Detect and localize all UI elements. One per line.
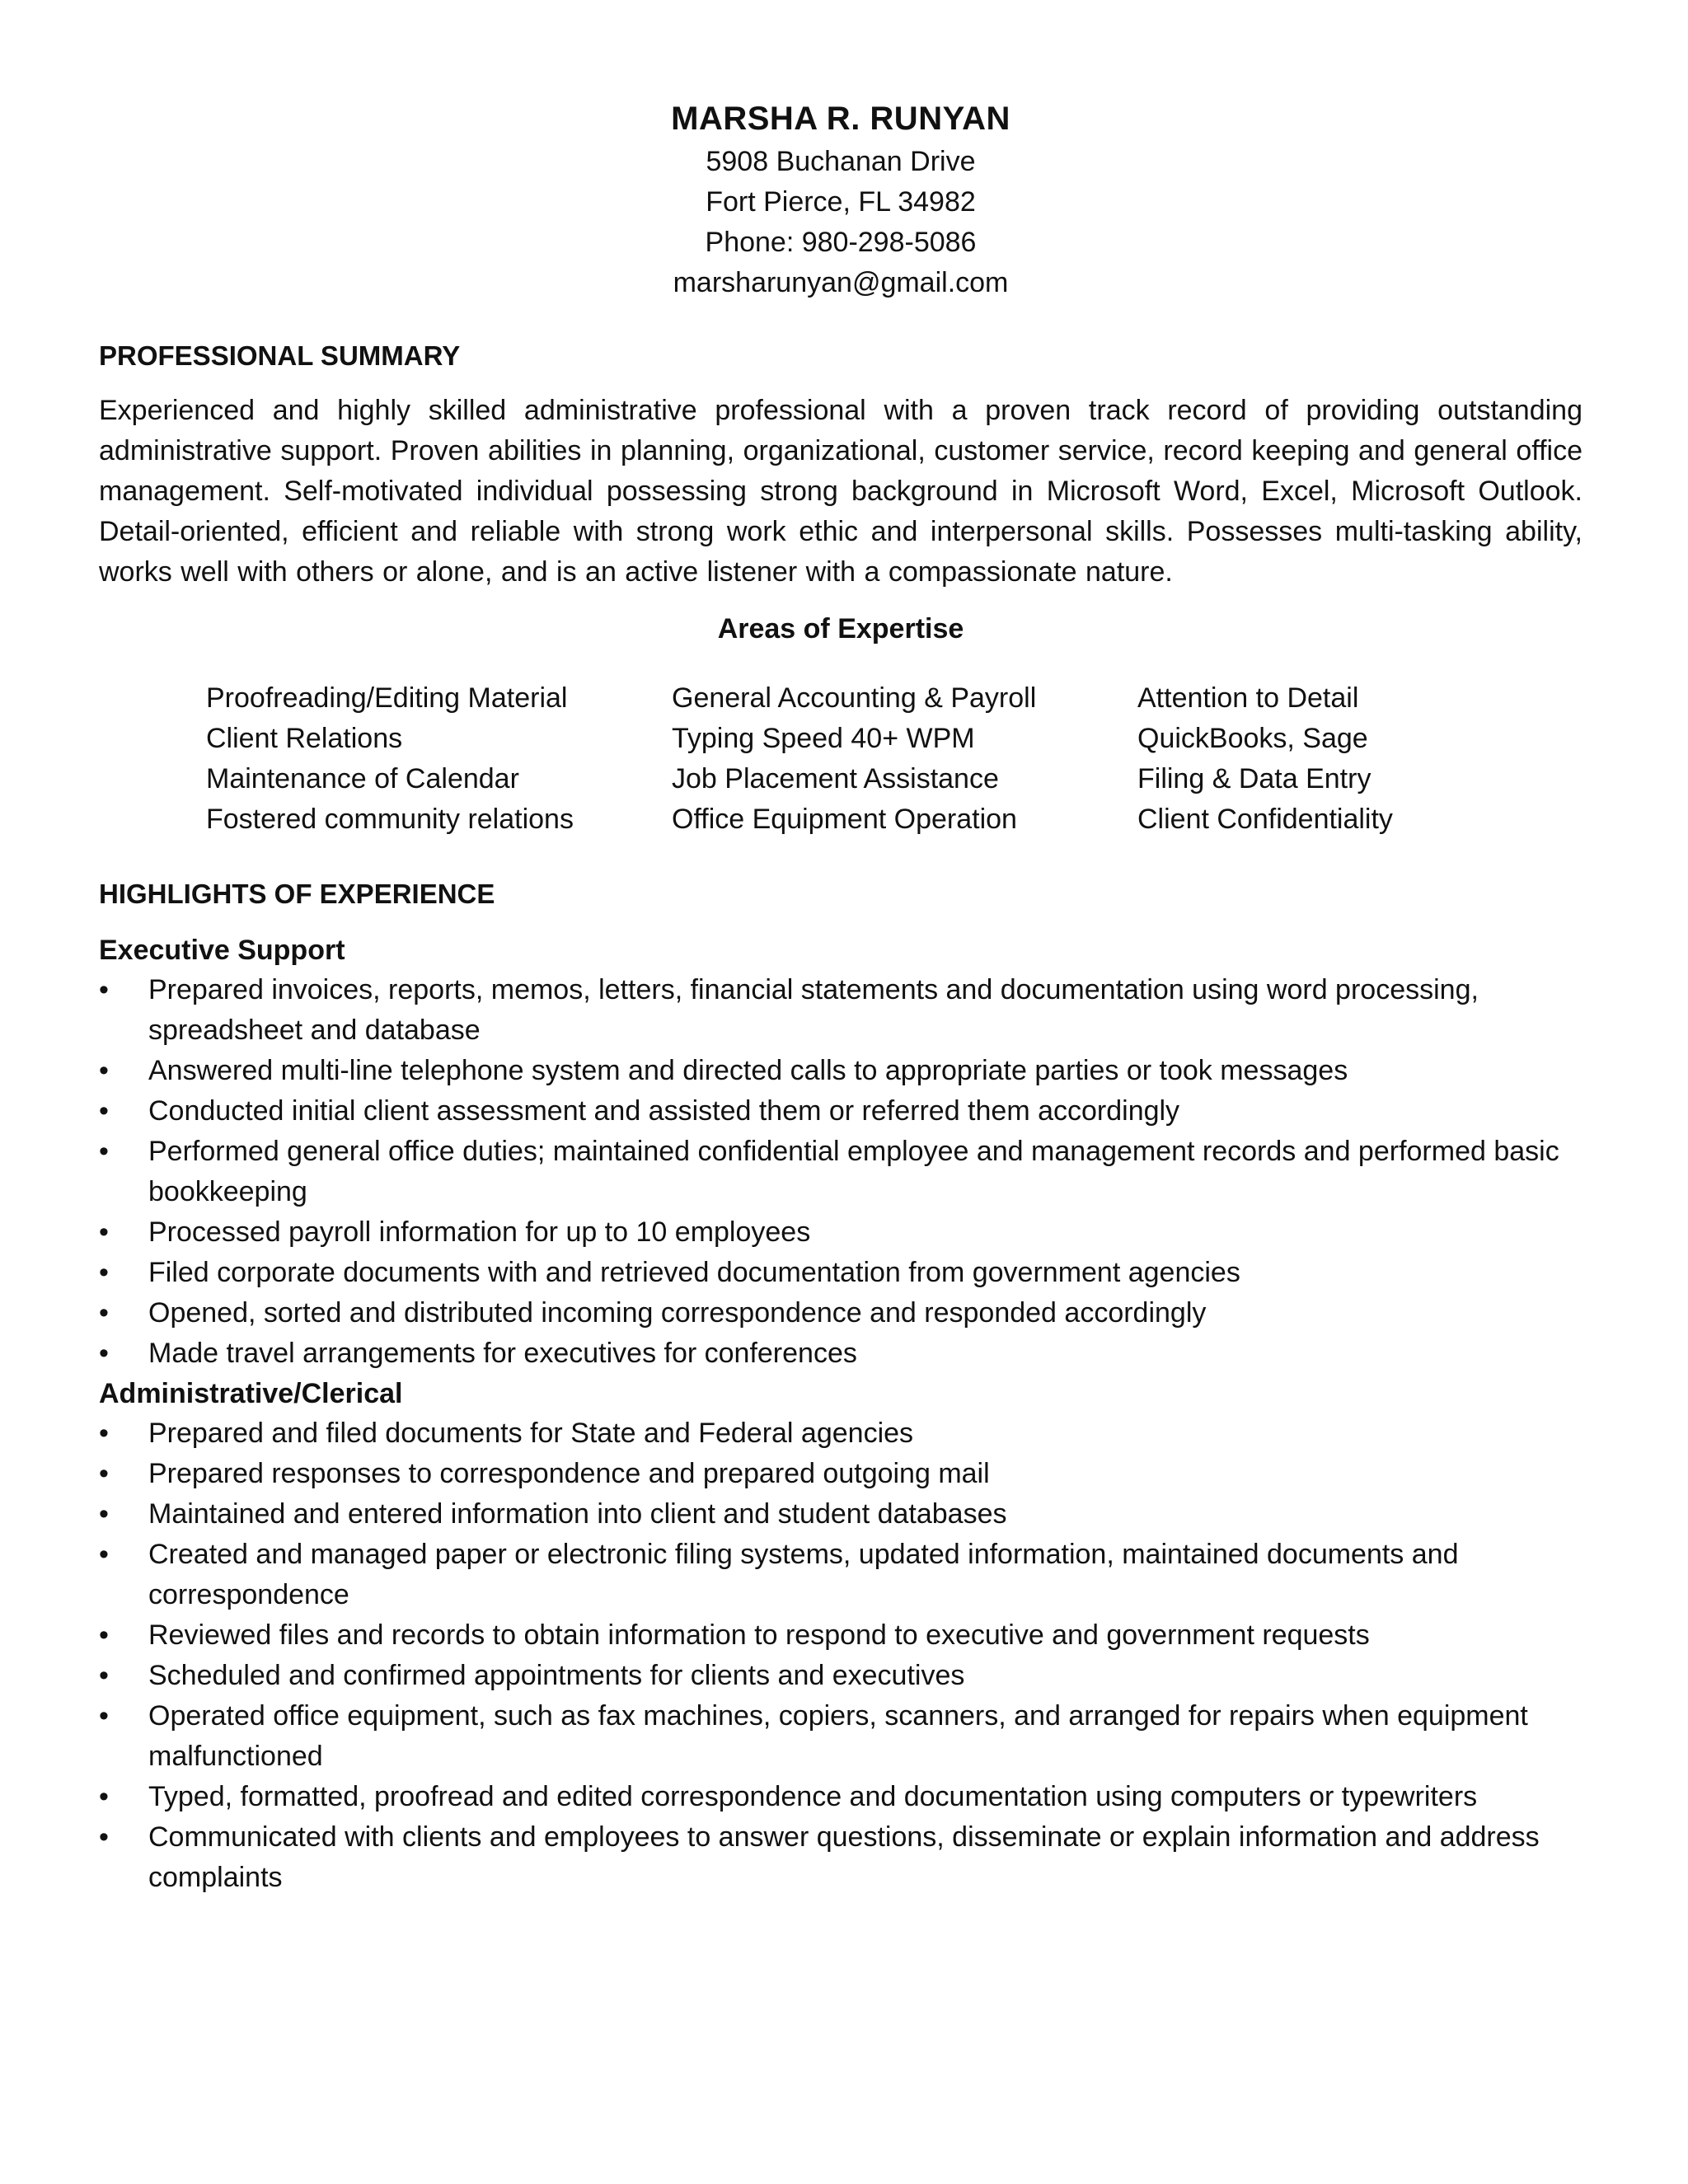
list-item-text: Processed payroll information for up to 10 employees [148, 1216, 811, 1248]
bullet-icon: • [99, 1055, 109, 1086]
expertise-item: Job Placement Assistance [672, 763, 999, 794]
resume-header [99, 97, 1582, 303]
list-item [99, 1132, 1582, 1212]
list-item [99, 1817, 1582, 1898]
expertise-item: Maintenance of Calendar [206, 763, 519, 794]
bullet-icon: • [99, 1338, 109, 1369]
list-item-text: Maintained and entered information into client and student databases [148, 1498, 1007, 1530]
list-item [99, 1293, 1582, 1333]
list-item-text: Made travel arrangements for executives for conferences [148, 1338, 857, 1369]
list-item [99, 1696, 1582, 1777]
list-item-text: Performed general office duties; maintained confidential employee and management records and performed basic bookkeeping [148, 1136, 1559, 1207]
address-line-2: Fort Pierce, FL 34982 [706, 186, 976, 218]
bullet-icon: • [99, 1821, 109, 1853]
professional-summary-heading: PROFESSIONAL SUMMARY [99, 340, 461, 371]
list-item-text: Prepared and filed documents for State and Federal agencies [148, 1418, 914, 1449]
expertise-item: General Accounting & Payroll [672, 682, 1037, 714]
executive-support-list [99, 970, 1582, 1374]
candidate-name: MARSHA R. RUNYAN [671, 101, 1010, 137]
bullet-icon: • [99, 1418, 109, 1449]
list-item-text: Communicated with clients and employees to answer questions, disseminate or explain information and address complaints [148, 1821, 1540, 1893]
list-item [99, 1454, 1582, 1494]
bullet-icon: • [99, 1619, 109, 1651]
list-item-text: Opened, sorted and distributed incoming correspondence and responded accordingly [148, 1297, 1207, 1329]
email-address: marsharunyan@gmail.com [673, 267, 1009, 298]
expertise-item: Proofreading/Editing Material [206, 682, 568, 714]
professional-summary-text: Experienced and highly skilled administrative professional with a proven track record of providing outstanding administrative support. Proven abilities in planning, organizational, customer service, record keeping and general office management. Self-motivated individual possessing strong background in Microsoft Word, Excel, Microsoft Outlook. Detail-oriented, efficient and reliable with strong work ethic and interpersonal skills. Possesses multi-tasking ability, works well with others or alone, and is an active listener with a compassionate nature. [99, 395, 1582, 588]
expertise-item: Typing Speed 40+ WPM [672, 723, 975, 754]
expertise-item: Client Confidentiality [1137, 804, 1393, 835]
list-item-text: Conducted initial client assessment and assisted them or referred them accordingly [148, 1095, 1180, 1127]
bullet-icon: • [99, 1297, 109, 1329]
areas-of-expertise-grid [206, 678, 1582, 840]
bullet-icon: • [99, 1257, 109, 1288]
address-line-1: 5908 Buchanan Drive [706, 146, 976, 177]
phone-number: Phone: 980-298-5086 [705, 227, 977, 258]
bullet-icon: • [99, 1095, 109, 1127]
expertise-item: Office Equipment Operation [672, 804, 1017, 835]
bullet-icon: • [99, 1700, 109, 1732]
list-item-text: Created and managed paper or electronic filing systems, updated information, maintained documents and correspondence [148, 1539, 1459, 1610]
highlights-of-experience-heading: HIGHLIGHTS OF EXPERIENCE [99, 879, 495, 909]
list-item [99, 1333, 1582, 1374]
expertise-item: Attention to Detail [1137, 682, 1359, 714]
list-item-text: Reviewed files and records to obtain information to respond to executive and government requests [148, 1619, 1370, 1651]
administrative-clerical-list [99, 1413, 1582, 1898]
bullet-icon: • [99, 1216, 109, 1248]
list-item-text: Answered multi-line telephone system and directed calls to appropriate parties or took messages [148, 1055, 1348, 1086]
list-item-text: Operated office equipment, such as fax machines, copiers, scanners, and arranged for repairs when equipment malfunctioned [148, 1700, 1528, 1772]
bullet-icon: • [99, 974, 109, 1005]
list-item-text: Scheduled and confirmed appointments for clients and executives [148, 1660, 965, 1691]
list-item [99, 970, 1582, 1051]
list-item-text: Prepared responses to correspondence and prepared outgoing mail [148, 1458, 990, 1489]
expertise-item: Client Relations [206, 723, 403, 754]
list-item [99, 1413, 1582, 1454]
list-item-text: Prepared invoices, reports, memos, letters, financial statements and documentation using word processing, spreadsheet and database [148, 974, 1479, 1046]
list-item [99, 1535, 1582, 1615]
list-item [99, 1051, 1582, 1091]
bullet-icon: • [99, 1781, 109, 1812]
bullet-icon: • [99, 1539, 109, 1570]
bullet-icon: • [99, 1498, 109, 1530]
executive-support-heading: Executive Support [99, 935, 345, 966]
list-item [99, 1777, 1582, 1817]
expertise-item: Filing & Data Entry [1137, 763, 1372, 794]
list-item [99, 1494, 1582, 1535]
list-item [99, 1615, 1582, 1656]
list-item [99, 1253, 1582, 1293]
bullet-icon: • [99, 1458, 109, 1489]
resume-page [99, 0, 1582, 2184]
bullet-icon: • [99, 1660, 109, 1691]
expertise-item: Fostered community relations [206, 804, 574, 835]
list-item [99, 1212, 1582, 1253]
list-item-text: Typed, formatted, proofread and edited correspondence and documentation using computers or typewriters [148, 1781, 1478, 1812]
expertise-item: QuickBooks, Sage [1137, 723, 1368, 754]
bullet-icon: • [99, 1136, 109, 1167]
administrative-clerical-heading: Administrative/Clerical [99, 1378, 403, 1409]
list-item-text: Filed corporate documents with and retrieved documentation from government agencies [148, 1257, 1240, 1288]
areas-of-expertise-heading: Areas of Expertise [717, 613, 964, 644]
list-item [99, 1656, 1582, 1696]
list-item [99, 1091, 1582, 1132]
